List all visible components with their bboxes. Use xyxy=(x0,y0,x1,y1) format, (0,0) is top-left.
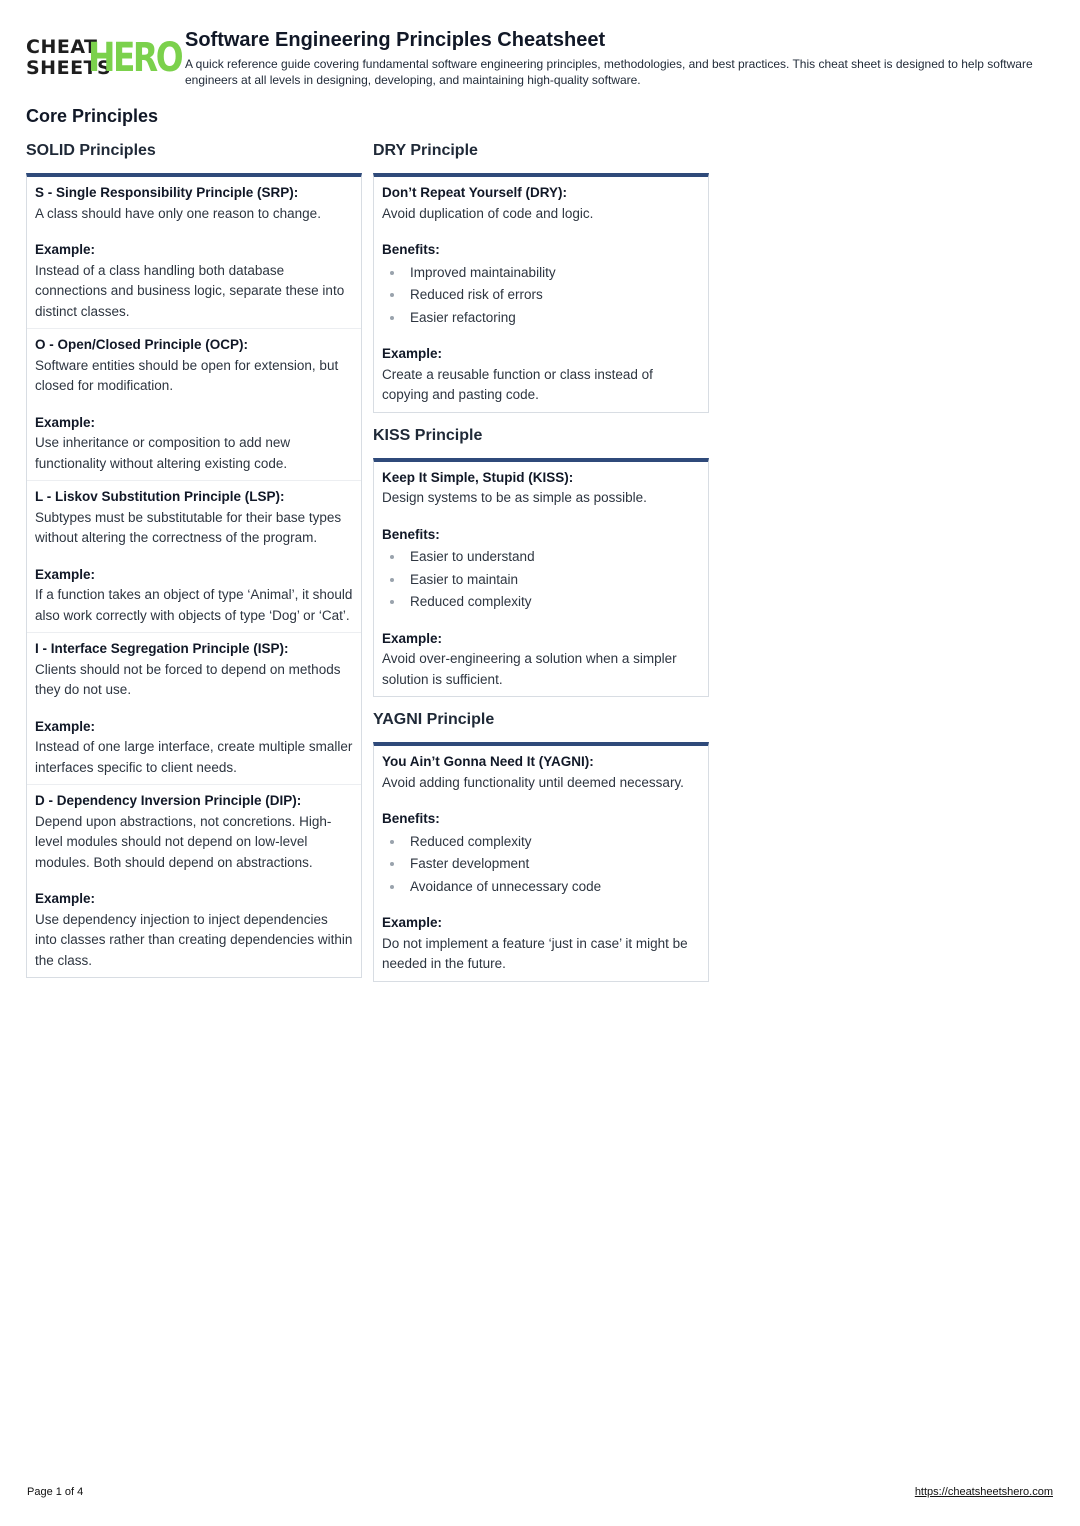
example-text: Do not implement a feature ‘just in case’ it might be needed in the future. xyxy=(382,935,688,971)
example-label: Example: xyxy=(382,346,443,361)
section-title: Core Principles xyxy=(26,106,159,126)
example-text: Use dependency injection to inject dependencies into classes rather than creating dependencies within the class. xyxy=(35,911,353,968)
benefits-label: Benefits: xyxy=(382,811,440,826)
item-heading: I - Interface Segregation Principle (ISP): xyxy=(35,641,289,656)
site-link[interactable]: https://cheatsheetshero.com xyxy=(914,1486,1053,1498)
example-label: Example: xyxy=(35,566,96,582)
list-item: Avoidance of unnecessary code xyxy=(410,877,700,898)
list-item: Reduced risk of errors xyxy=(410,285,700,306)
list-item: Reduced complexity xyxy=(410,832,700,853)
page-number: Page 1 of 4 xyxy=(27,1486,84,1498)
benefits-list xyxy=(382,832,700,898)
dry-card xyxy=(373,173,709,413)
logo-text-hero: HERO xyxy=(88,35,182,81)
item-heading: L - Liskov Substitution Principle (LSP): xyxy=(35,489,285,504)
item-heading: O - Open/Closed Principle (OCP): xyxy=(35,337,249,352)
dry-item xyxy=(374,177,708,412)
benefits-label: Benefits: xyxy=(382,242,440,257)
example-label: Example: xyxy=(35,242,96,257)
yagni-card xyxy=(373,742,709,982)
item-description: Design systems to be as simple as possible. xyxy=(382,490,647,505)
solid-card-title: SOLID Principles xyxy=(26,142,156,159)
list-item: Improved maintainability xyxy=(410,263,700,284)
item-description: A class should have only one reason to change. xyxy=(35,205,321,221)
item-heading: D - Dependency Inversion Principle (DIP): xyxy=(35,793,302,808)
example-label: Example: xyxy=(382,915,443,930)
item-description: Avoid adding functionality until deemed necessary. xyxy=(382,774,684,790)
list-item: Reduced complexity xyxy=(410,592,700,613)
solid-item-lsp xyxy=(27,481,361,633)
benefits-label: Benefits: xyxy=(382,526,440,542)
benefits-list xyxy=(382,547,700,613)
list-item: Easier to maintain xyxy=(410,570,700,591)
solid-item-ocp xyxy=(27,329,361,481)
kiss-card xyxy=(373,458,709,698)
dry-card-title: DRY Principle xyxy=(373,142,478,159)
item-heading: Keep It Simple, Stupid (KISS): xyxy=(382,469,574,485)
logo-text-sheets: SHEETS xyxy=(26,57,112,79)
item-description: Clients should not be forced to depend on methods they do not use. xyxy=(35,661,341,697)
example-text: If a function takes an object of type ‘Animal’, it should also work correctly with objects of type ‘Dog’ or ‘Cat’. xyxy=(35,587,353,623)
cheatsheetshero-logo[interactable] xyxy=(26,35,182,81)
example-label: Example: xyxy=(382,630,443,646)
example-text: Create a reusable function or class instead of copying and pasting code. xyxy=(382,366,653,402)
list-item: Easier to understand xyxy=(410,547,700,568)
column-left xyxy=(26,140,362,990)
example-label: Example: xyxy=(35,414,96,430)
item-description: Avoid duplication of code and logic. xyxy=(382,205,594,221)
item-heading: Don’t Repeat Yourself (DRY): xyxy=(382,185,568,200)
item-description: Depend upon abstractions, not concretions. High-level modules should not depend on low-level modules. Both should depend on abstractions. xyxy=(35,813,332,870)
item-description: Software entities should be open for extension, but closed for modification. xyxy=(35,357,339,393)
yagni-item xyxy=(374,746,708,981)
title-block xyxy=(185,28,1045,88)
example-label: Example: xyxy=(35,718,96,734)
example-text: Avoid over-engineering a solution when a simpler solution is sufficient. xyxy=(382,651,677,687)
page-title: Software Engineering Principles Cheatsheet xyxy=(185,29,606,51)
item-heading: You Ain’t Gonna Need It (YAGNI): xyxy=(382,754,594,769)
benefits-list xyxy=(382,263,700,329)
list-item: Faster development xyxy=(410,854,700,875)
solid-item-isp xyxy=(27,633,361,785)
example-text: Instead of a class handling both database connections and business logic, separate these into distinct classes. xyxy=(35,262,345,319)
solid-card xyxy=(26,173,362,978)
item-heading: S - Single Responsibility Principle (SRP): xyxy=(35,185,299,200)
solid-item-dip xyxy=(27,785,361,977)
logo-text-cheat: CHEAT xyxy=(26,36,98,58)
example-text: Use inheritance or composition to add new functionality without altering existing code. xyxy=(35,435,291,471)
solid-item-srp xyxy=(27,177,361,329)
example-text: Instead of one large interface, create multiple smaller interfaces specific to client needs. xyxy=(35,739,353,775)
kiss-card-title: KISS Principle xyxy=(373,426,483,444)
example-label: Example: xyxy=(35,891,96,906)
column-right xyxy=(373,140,709,994)
yagni-card-title: YAGNI Principle xyxy=(373,711,495,728)
item-description: Subtypes must be substitutable for their base types without altering the correctness of the program. xyxy=(35,509,342,545)
page-subtitle: A quick reference guide covering fundamental software engineering principles, methodologies, and best practices. This cheat sheet is designed to help software engineers at all levels in designing, developing, and maintaining high-quality software. xyxy=(185,57,1033,87)
kiss-item xyxy=(374,462,708,697)
list-item: Easier refactoring xyxy=(410,308,700,329)
